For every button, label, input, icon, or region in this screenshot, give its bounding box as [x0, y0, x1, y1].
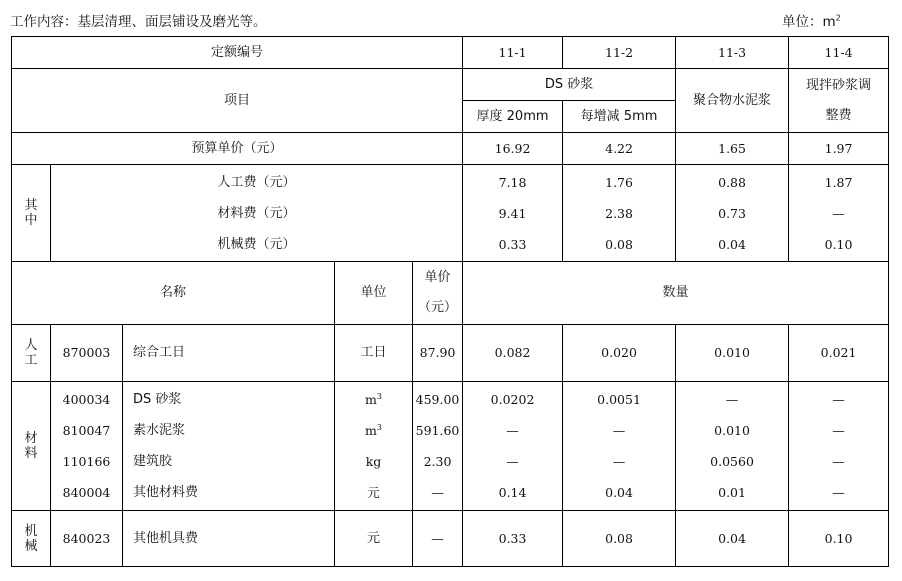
quota-code-row [12, 37, 889, 69]
sub-item-thickness: 厚度 20mm [463, 101, 563, 133]
cost-breakdown-row [12, 165, 889, 262]
quota-code-cell: 11-1 [463, 37, 563, 69]
budget-price-label: 预算单价（元） [12, 133, 463, 165]
resource-quantity: 0.33 [463, 511, 563, 567]
material-quantity: 0.04 [605, 485, 633, 500]
resource-name: 综合工日 [123, 325, 335, 382]
material-quantity: 0.0560 [710, 454, 754, 469]
material-quantity-col [789, 382, 889, 511]
item-polymer-cement: 聚合物水泥浆 [676, 69, 789, 133]
of-which-char: 其 [24, 198, 38, 213]
cost-value: 0.88 [718, 174, 746, 190]
item-row-top [12, 69, 889, 101]
cost-value: 0.08 [605, 236, 633, 252]
resource-name: 其他机具费 [123, 511, 335, 567]
material-prices [413, 382, 463, 511]
machinery-row [12, 511, 889, 567]
cost-label: 材料费（元） [217, 205, 296, 221]
cost-value: 1.76 [605, 174, 633, 190]
machinery-group-char: 机 [24, 523, 38, 539]
cost-value: 0.04 [718, 236, 746, 252]
work-content-caption: 工作内容：基层清理、面层铺设及磨光等。 [10, 14, 267, 30]
of-which-char: 中 [24, 213, 38, 228]
quota-code-cell: 11-4 [789, 37, 889, 69]
col-price-header [413, 262, 463, 325]
budget-price-row [12, 133, 889, 165]
material-unit-exponent: 3 [376, 422, 382, 432]
item-mortar-adjust [789, 69, 889, 133]
cost-values-col [563, 165, 676, 262]
col-price-line1: 单价 [424, 270, 451, 285]
cost-label: 机械费（元） [217, 236, 296, 252]
labor-row [12, 325, 889, 382]
material-unit [335, 415, 412, 446]
labor-group-label [12, 325, 51, 382]
material-code: 110166 [62, 454, 111, 469]
material-name: DS 砂浆 [133, 392, 182, 407]
material-quantity: 0.0202 [490, 392, 535, 407]
material-quantity: — [612, 454, 626, 469]
cost-labels [51, 165, 463, 262]
col-unit-header: 单位 [335, 262, 413, 325]
cost-label: 人工费（元） [217, 174, 296, 190]
material-unit-exponent: 3 [376, 391, 382, 401]
material-quantity: 0.0051 [597, 392, 641, 407]
col-price-line2: （元） [418, 300, 458, 315]
budget-price-cell: 4.22 [563, 133, 676, 165]
material-code: 810047 [62, 423, 111, 438]
materials-group-label [12, 382, 51, 511]
col-quantity-header: 数量 [463, 262, 889, 325]
cost-value: 0.33 [498, 236, 527, 252]
resource-code: 840023 [51, 511, 123, 567]
quota-code-cell: 11-3 [676, 37, 789, 69]
material-price: 459.00 [415, 392, 460, 407]
material-code: 840004 [62, 485, 111, 500]
materials-group-char: 料 [24, 446, 38, 461]
material-name: 素水泥浆 [133, 423, 186, 438]
item-label: 项目 [12, 69, 463, 133]
material-quantity: — [725, 392, 739, 407]
unit-caption-exponent: 2 [835, 13, 841, 23]
cost-value: — [832, 205, 845, 221]
budget-price-cell: 1.97 [789, 133, 889, 165]
material-quantity: — [832, 392, 845, 407]
item-mortar-adjust-line2: 整费 [825, 107, 852, 123]
unit-caption-text: 单位：m [782, 14, 836, 30]
material-quantity: — [612, 423, 626, 438]
materials-row [12, 382, 889, 511]
machinery-group-label [12, 511, 51, 567]
quota-code-label: 定额编号 [12, 37, 463, 69]
unit-caption [782, 10, 841, 30]
cost-value: 9.41 [498, 205, 527, 221]
material-codes [51, 382, 123, 511]
resource-quantity: 0.04 [676, 511, 789, 567]
resource-quantity: 0.020 [563, 325, 676, 382]
material-price: 591.60 [415, 423, 460, 438]
labor-group-char: 人 [24, 338, 38, 353]
ds-mortar-header: DS 砂浆 [463, 69, 676, 101]
cost-value: 1.87 [824, 174, 853, 190]
material-names [123, 382, 335, 511]
material-quantity-col [563, 382, 676, 511]
material-unit-text: m [365, 423, 377, 438]
material-code: 400034 [62, 392, 111, 407]
cost-value: 7.18 [498, 174, 527, 190]
material-quantity: 0.01 [718, 485, 746, 500]
resource-unit: 元 [335, 511, 413, 567]
material-unit [335, 446, 412, 477]
material-quantity: — [832, 485, 845, 500]
resource-quantity: 0.082 [463, 325, 563, 382]
of-which-label [12, 165, 51, 262]
col-name-header: 名称 [12, 262, 335, 325]
resource-quantity: 0.010 [676, 325, 789, 382]
material-quantity: — [506, 423, 519, 438]
item-mortar-adjust-line1: 现拌砂浆调 [806, 77, 872, 93]
material-price: 2.30 [423, 454, 452, 469]
sub-item-increment: 每增减 5mm [563, 101, 676, 133]
material-quantity: 0.010 [714, 423, 750, 438]
material-name: 建筑胶 [133, 454, 173, 469]
material-unit-text: m [365, 392, 377, 407]
cost-values-col [463, 165, 563, 262]
resource-header-row [12, 262, 889, 325]
cost-values-col [789, 165, 889, 262]
material-quantity: 0.14 [498, 485, 527, 500]
resource-quantity: 0.08 [563, 511, 676, 567]
cost-value: 0.73 [718, 205, 746, 221]
resource-unit: 工日 [335, 325, 413, 382]
resource-price: 87.90 [413, 325, 463, 382]
material-quantity-col [676, 382, 789, 511]
quota-table [11, 36, 889, 567]
resource-price: — [413, 511, 463, 567]
material-unit-text: kg [365, 454, 382, 469]
material-unit [335, 384, 412, 415]
material-quantity: — [506, 454, 519, 469]
material-name: 其他材料费 [133, 485, 199, 500]
budget-price-cell: 1.65 [676, 133, 789, 165]
cost-values-col [676, 165, 789, 262]
quota-code-cell: 11-2 [563, 37, 676, 69]
labor-group-char: 工 [24, 353, 38, 368]
material-unit-text: 元 [367, 485, 380, 500]
cost-value: 0.10 [824, 236, 853, 252]
material-quantity-col [463, 382, 563, 511]
resource-quantity: 0.021 [789, 325, 889, 382]
material-unit [335, 477, 412, 508]
material-price: — [431, 485, 444, 500]
material-quantity: — [832, 423, 845, 438]
material-quantity: — [832, 454, 845, 469]
cost-value: 2.38 [605, 205, 633, 221]
materials-group-char: 材 [24, 431, 38, 446]
machinery-group-char: 械 [24, 538, 38, 554]
resource-quantity: 0.10 [789, 511, 889, 567]
material-units [335, 382, 413, 511]
budget-price-cell: 16.92 [463, 133, 563, 165]
resource-code: 870003 [51, 325, 123, 382]
